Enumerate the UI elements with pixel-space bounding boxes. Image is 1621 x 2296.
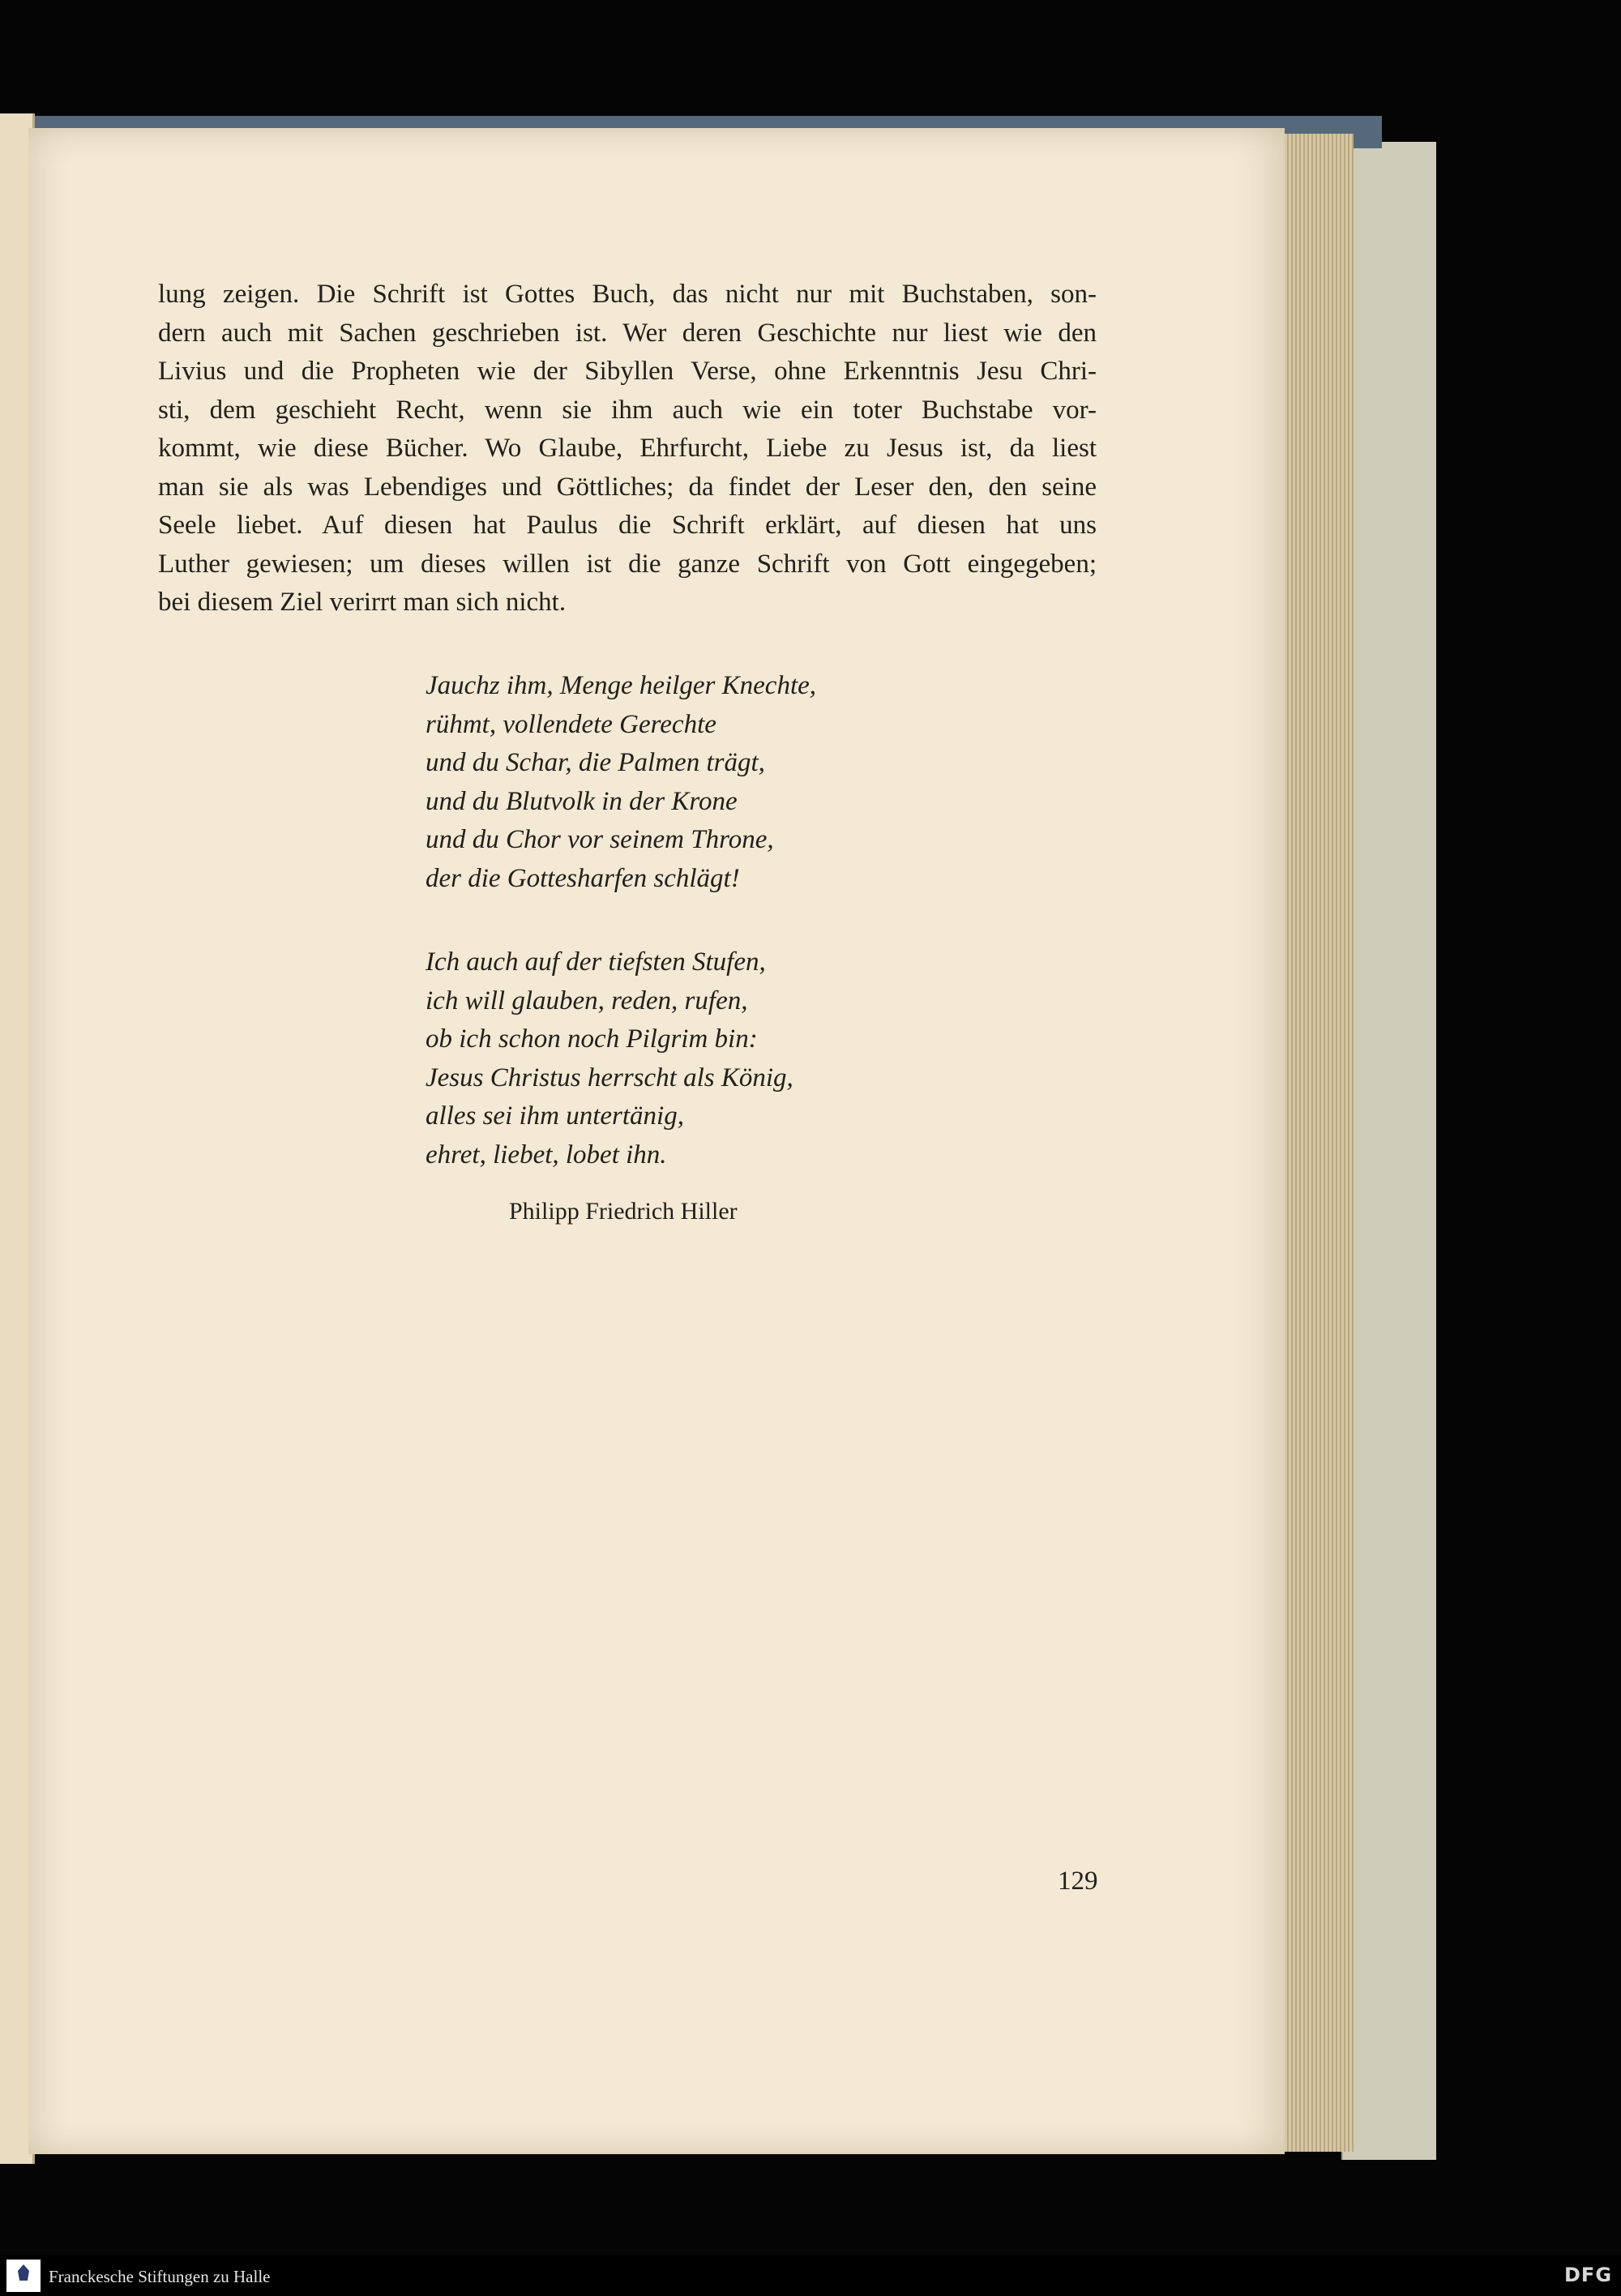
verse-line: Jauchz ihm, Menge heilger Knechte, — [426, 671, 817, 700]
prose-line: Seele liebet. Auf diesen hat Paulus die Schrift erklärt, auf diesen hat uns — [158, 511, 1097, 540]
footer-institution: Franckesche Stiftungen zu Halle — [49, 2267, 271, 2286]
verse-stanza-2 — [426, 943, 793, 1174]
page-number: 129 — [1058, 1866, 1098, 1896]
verse-line: ob ich schon noch Pilgrim bin: — [426, 1024, 758, 1054]
page-block-edges — [1277, 134, 1354, 2152]
author-attribution: Philipp Friedrich Hiller — [509, 1198, 738, 1225]
prose-line: man sie als was Lebendiges und Göttliches; da findet der Leser den, den seine — [158, 472, 1097, 502]
prose-line: lung zeigen. Die Schrift ist Gottes Buch, das nicht nur mit Buchstaben, son- — [158, 280, 1097, 309]
verse-line: der die Gottesharfen schlägt! — [426, 863, 740, 893]
institution-logo-icon — [6, 2260, 41, 2292]
prose-line: kommt, wie diese Bücher. Wo Glaube, Ehrfurcht, Liebe zu Jesus ist, da liest — [158, 434, 1097, 463]
prose-line: Luther gewiesen; um dieses willen ist die ganze Schrift von Gott eingegeben; — [158, 549, 1097, 579]
verse-line: alles sei ihm untertänig, — [426, 1101, 684, 1131]
dfg-logo: DFG — [1564, 2264, 1613, 2286]
verse-line: Jesus Christus herrscht als König, — [426, 1062, 793, 1092]
verse-line: Ich auch auf der tiefsten Stufen, — [426, 947, 766, 977]
verse-line: rühmt, vollendete Gerechte — [426, 709, 716, 739]
prose-line: bei diesem Ziel verirrt man sich nicht. — [158, 588, 567, 617]
prose-line: Livius und die Propheten wie der Sibyllen Verse, ohne Erkenntnis Jesu Chri- — [158, 357, 1097, 386]
verse-line: ich will glauben, reden, rufen, — [426, 986, 748, 1015]
verse-line: und du Blutvolk in der Krone — [426, 786, 738, 816]
verse-line: und du Schar, die Palmen trägt, — [426, 748, 765, 777]
verse-line: ehret, liebet, lobet ihn. — [426, 1139, 667, 1169]
verse-stanza-1 — [426, 667, 816, 898]
book-back-cover — [1341, 142, 1436, 2160]
verse-line: und du Chor vor seinem Throne, — [426, 825, 774, 854]
prose-line: sti, dem geschieht Recht, wenn sie ihm auch wie ein toter Buchstabe vor- — [158, 395, 1097, 425]
prose-line: dern auch mit Sachen geschrieben ist. Wer deren Geschichte nur liest wie den — [158, 318, 1097, 348]
prose-paragraph — [158, 276, 1097, 622]
